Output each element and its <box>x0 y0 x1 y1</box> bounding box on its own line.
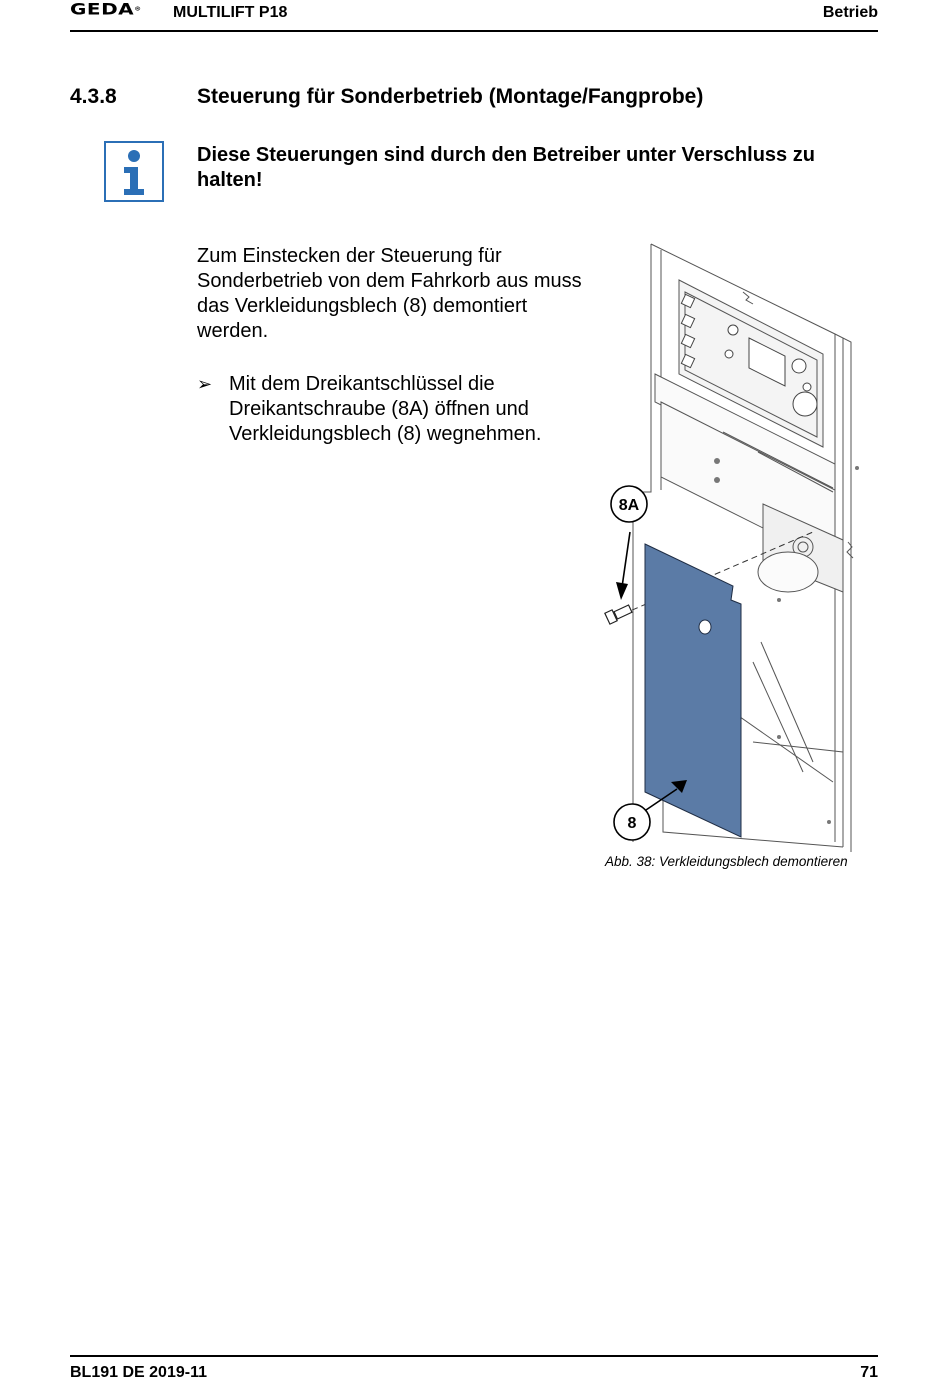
section-title: Steuerung für Sonderbetrieb (Montage/Fangprobe) <box>197 85 704 108</box>
chapter-name: Betrieb <box>822 4 878 21</box>
info-icon <box>104 141 164 202</box>
cover-plate <box>645 544 741 837</box>
logo-registered-mark: ® <box>134 5 142 13</box>
callout-8 <box>614 804 650 840</box>
product-name: MULTILIFT P18 <box>173 4 288 21</box>
instruction-paragraph: Zum Einstecken der Steuerung für Sonderbetrieb von dem Fahrkorb aus muss das Verkleidungsblech (8) demontiert werden. <box>197 245 582 342</box>
callout-8-label: 8 <box>627 815 637 832</box>
callout-8a-label: 8A <box>618 497 640 514</box>
logo-text: GEDA <box>70 0 135 19</box>
cover-plate-illustration <box>603 242 865 852</box>
page-header <box>70 0 878 32</box>
arrow-bullet-icon: ➢ <box>197 374 213 394</box>
section-number: 4.3.8 <box>70 85 117 108</box>
page-footer <box>70 1355 878 1389</box>
geda-logo <box>70 1 142 17</box>
callout-8a <box>611 486 647 522</box>
screw-icon <box>605 605 632 624</box>
notice-text: Diese Steuerungen sind durch den Betreiber unter Verschluss zu halten! <box>197 144 815 191</box>
figure-caption: Abb. 38: Verkleidungsblech demontieren <box>605 854 848 869</box>
document-id: BL191 DE 2019-11 <box>70 1364 207 1381</box>
instruction-step-text: Mit dem Dreikantschlüssel die Dreikantschraube (8A) öffnen und Verkleidungsblech (8) wegnehmen. <box>229 373 542 445</box>
page-number: 71 <box>860 1364 878 1381</box>
